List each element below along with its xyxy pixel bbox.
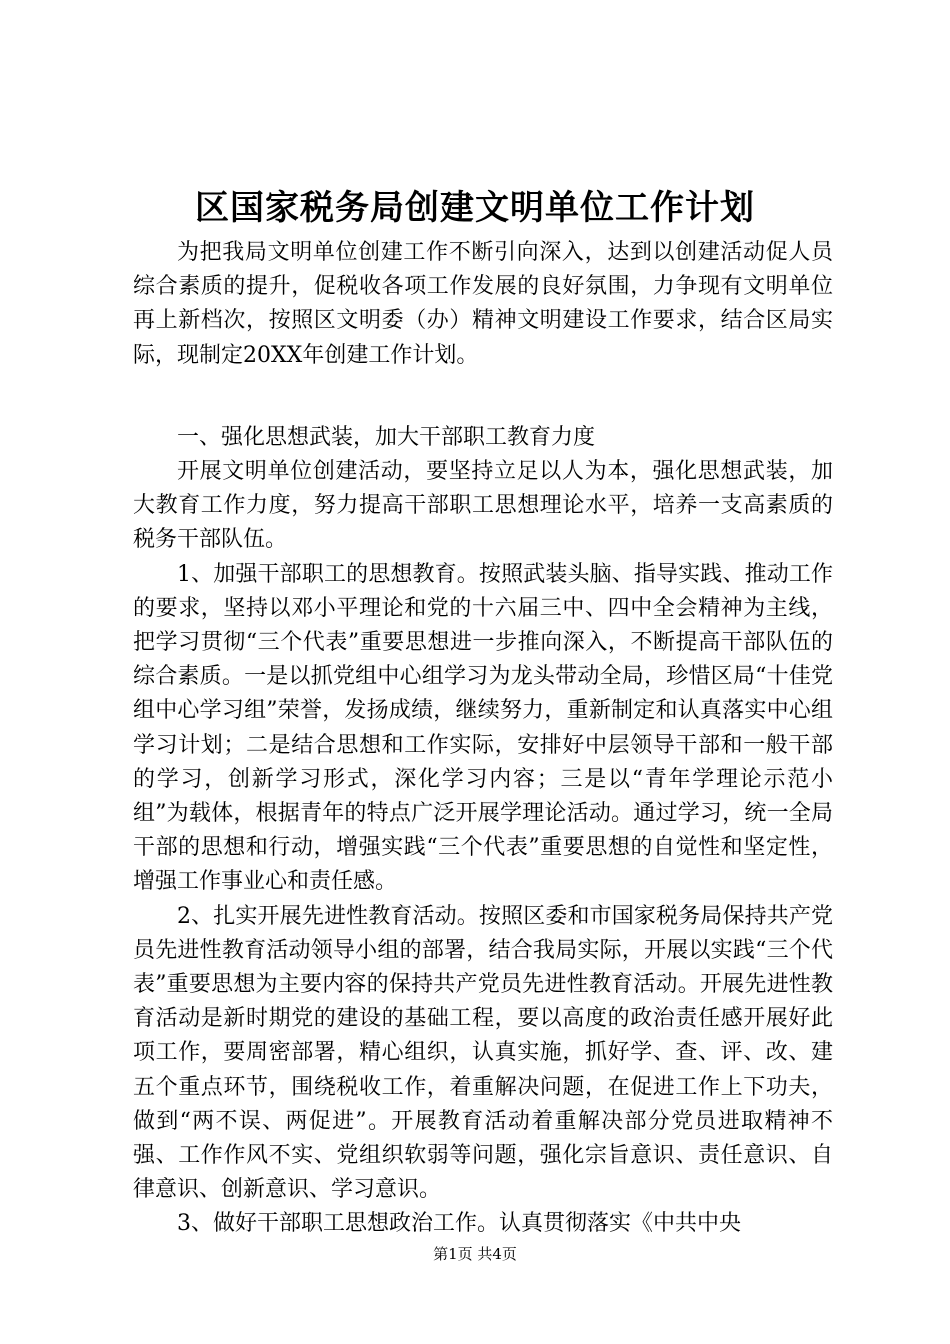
document-title: 区国家税务局创建文明单位工作计划 (195, 188, 755, 228)
body-paragraph: 2、扎实开展先进性教育活动。按照区委和市国家税务局保持共产党员先进性教育活动领导小组的部署，结合我局实际，开展以实践“三个代表”重要思想为主要内容的保持共产党员先进性教育活动。开展先进性教育活动是新时期党的建设的基础工程，要以高度的政治责任感开展好此项工作，要周密部署，精心组织，认真实施，抓好学、查、评、改、建五个重点环节，围绕税收工作，着重解决问题，在促进工作上下功夫，做到“两不误、两促进”。开展教育活动着重解决部分党员进取精神不强、工作作风不实、党组织软弱等问题，强化宗旨意识、责任意识、自律意识、创新意识、学习意识。 (133, 903, 833, 1203)
document-body (133, 236, 833, 1242)
body-paragraph: 3、做好干部职工思想政治工作。认真贯彻落实《中共中央 (177, 1211, 741, 1237)
body-paragraph: 开展文明单位创建活动，要坚持立足以人为本，强化思想武装，加大教育工作力度，努力提高干部职工思想理论水平，培养一支高素质的税务干部队伍。 (133, 459, 833, 553)
paragraph-spacer (133, 373, 833, 421)
section-heading: 一、强化思想武装，加大干部职工教育力度 (177, 424, 596, 450)
page-number-footer: 第1页 共4页 (433, 1245, 517, 1263)
body-paragraph: 1、加强干部职工的思想教育。按照武装头脑、指导实践、推动工作的要求，坚持以邓小平理论和党的十六届三中、四中全会精神为主线，把学习贯彻“三个代表”重要思想进一步推向深入，不断提高干部队伍的综合素质。一是以抓党组中心组学习为龙头带动全局，珍惜区局“十佳党组中心学习组”荣誉，发扬成绩，继续努力，重新制定和认真落实中心组学习计划；二是结合思想和工作实际，安排好中层领导干部和一般干部的学习，创新学习形式，深化学习内容；三是以“青年学理论示范小组”为载体，根据青年的特点广泛开展学理论活动。通过学习，统一全局干部的思想和行动，增强实践“三个代表”重要思想的自觉性和坚定性，增强工作事业心和责任感。 (133, 561, 833, 895)
intro-paragraph: 为把我局文明单位创建工作不断引向深入，达到以创建活动促人员综合素质的提升，促税收各项工作发展的良好氛围，力争现有文明单位再上新档次，按照区文明委（办）精神文明建设工作要求，结合区局实际，现制定20XX年创建工作计划。 (133, 240, 833, 368)
